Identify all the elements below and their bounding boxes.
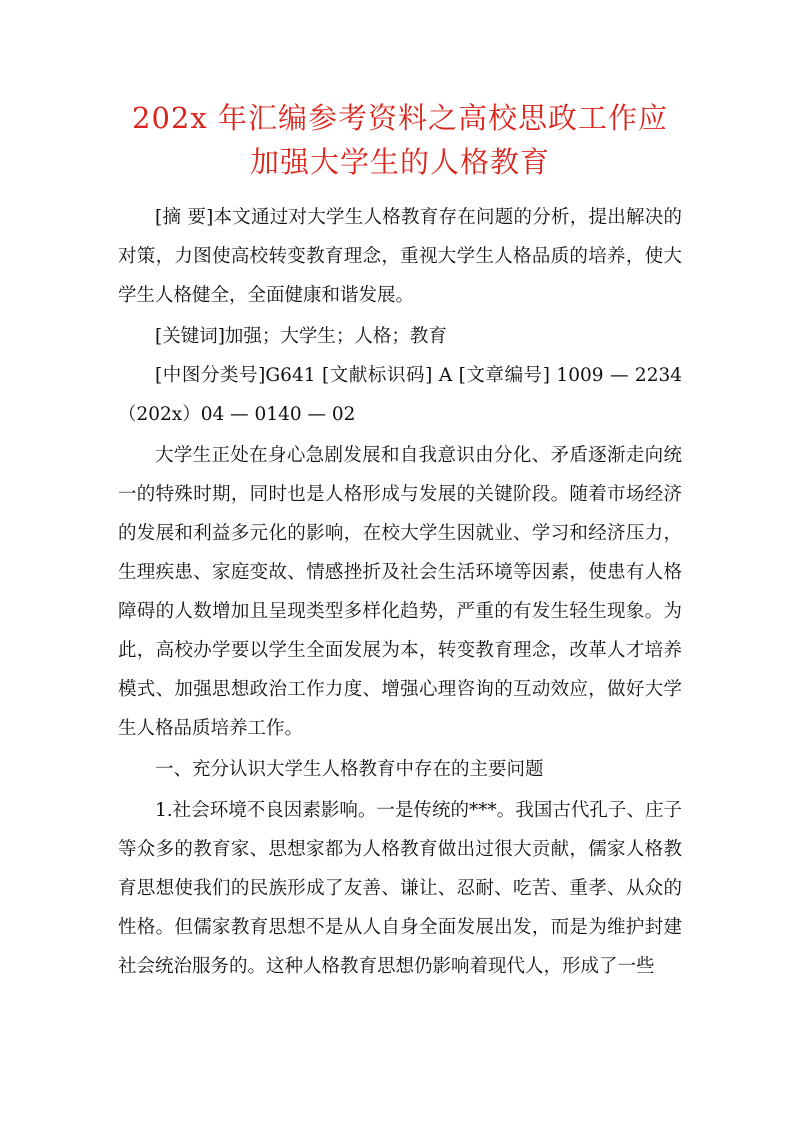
classification-line: [中图分类号]G641 [文献标识码] A [文章编号] 1009 — 2234（202x）04 — 0140 — 02 bbox=[118, 365, 682, 425]
body-paragraph: 1.社会环境不良因素影响。一是传统的***。我国古代孔子、庄子等众多的教育家、思想家都为人格教育做出过很大贡献，儒家人格教育思想使我们的民族形成了友善、谦让、忍耐、吃苦、重孝、从众的性格。但儒家教育思想不是从人自身全面发展出发，而是为维护封建社会统治服务的。这种人格教育思想仍影响着现代人，形成了一些 bbox=[118, 800, 682, 977]
abstract-paragraph: [摘 要]本文通过对大学生人格教育存在问题的分析，提出解决的对策，力图使高校转变教育理念，重视大学生人格品质的培养，使大学生人格健全，全面健康和谐发展。 bbox=[118, 207, 682, 306]
keywords-line: [关键词]加强；大学生；人格；教育 bbox=[155, 326, 447, 347]
document-title: 202x 年汇编参考资料之高校思政工作应加强大学生的人格教育 bbox=[132, 101, 668, 179]
body-paragraph: 大学生正处在身心急剧发展和自我意识由分化、矛盾逐渐走向统一的特殊时期，同时也是人格形成与发展的关键阶段。随着市场经济的发展和利益多元化的影响，在校大学生因就业、学习和经济压力，生理疾患、家庭变故、情感挫折及社会生活环境等因素，使患有人格障碍的人数增加且呈现类型多样化趋势，严重的有发生轻生现象。为此，高校办学要以学生全面发展为本，转变教育理念，改革人才培养模式、加强思想政治工作力度、增强心理咨询的互动效应，做好大学生人格品质培养工作。 bbox=[118, 445, 682, 739]
section-heading: 一、充分认识大学生人格教育中存在的主要问题 bbox=[155, 759, 544, 780]
